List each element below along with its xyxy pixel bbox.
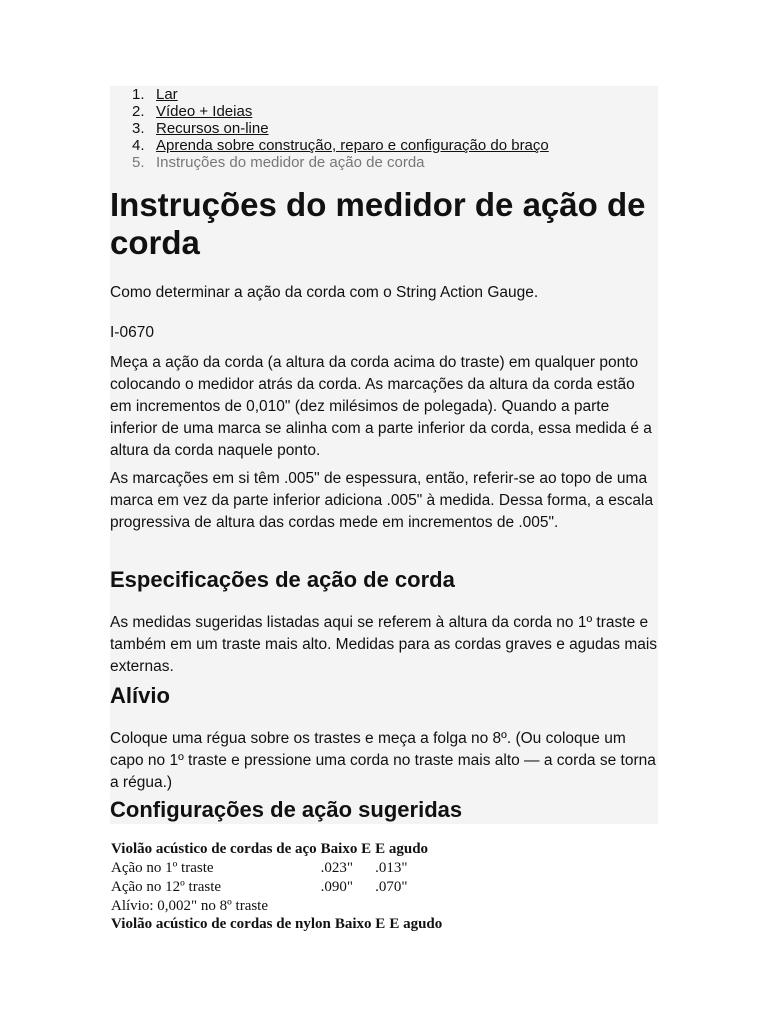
paragraph-measure: Meça a ação da corda (a altura da corda acima do traste) em qualquer ponto colocando o medidor atrás da corda. As marcações da altura da corda estão em incrementos de 0,010" (dez milésimos de polegada). Quando a parte inferior de uma marca se alinha com a parte inferior da corda, essa medida é a altura da corda naquele ponto.	[110, 354, 652, 459]
table-row	[109, 878, 430, 897]
breadcrumb-number: 1.	[132, 86, 145, 103]
paragraph-relief: Coloque uma régua sobre os trastes e meça a folga no 8º. (Ou coloque um capo no 1º traste e pressione uma corda no traste mais alto — a corda se torna a régua.)	[110, 730, 656, 791]
table-cell: Ação no 1º traste	[111, 860, 214, 876]
breadcrumb	[110, 86, 549, 171]
breadcrumb-link-home[interactable]: Lar	[156, 86, 178, 103]
table-cell: .070"	[375, 879, 408, 895]
table-header-cell: Violão acústico de cordas de aço	[111, 841, 317, 857]
article-subtitle: Como determinar a ação da corda com o String Action Gauge.	[110, 284, 539, 301]
table-cell-relief: Alívio: 0,002" no 8º traste	[111, 898, 269, 914]
table-header-cell: E agudo	[375, 841, 429, 857]
table-header-cell: Baixo E	[320, 841, 372, 857]
breadcrumb-item	[132, 120, 549, 137]
breadcrumb-current-label: Instruções do medidor de ação de corda	[156, 154, 425, 171]
breadcrumb-item-current	[132, 154, 549, 171]
table-header-row	[109, 840, 430, 859]
table-row	[109, 859, 430, 878]
table-row	[109, 897, 430, 916]
heading-settings: Configurações de ação sugeridas	[110, 797, 463, 822]
table-header-row	[109, 915, 444, 934]
paragraph-specs: As medidas sugeridas listadas aqui se referem à altura da corda no 1º traste e também em um traste mais alto. Medidas para as cordas graves e agudas mais externas.	[110, 614, 658, 675]
breadcrumb-number: 3.	[132, 120, 145, 137]
nylon-settings-table	[109, 915, 444, 934]
heading-relief: Alívio	[110, 683, 170, 708]
table-header-cell: Baixo E	[334, 916, 386, 932]
breadcrumb-item	[132, 103, 549, 120]
table-cell: Ação no 12º traste	[111, 879, 222, 895]
heading-specs: Especificações de ação de corda	[110, 567, 455, 592]
product-sku: I-0670	[110, 324, 154, 341]
table-cell: .023"	[320, 860, 354, 876]
breadcrumb-link-neck[interactable]: Aprenda sobre construção, reparo e configuração do braço	[156, 137, 549, 154]
table-header-cell: Violão acústico de cordas de nylon	[111, 916, 331, 932]
table-header-cell: E agudo	[389, 916, 443, 932]
breadcrumb-item	[132, 86, 549, 103]
breadcrumb-number: 4.	[132, 137, 145, 154]
breadcrumb-number: 5.	[132, 154, 145, 171]
table-cell: .090"	[320, 879, 354, 895]
paragraph-markings: As marcações em si têm .005" de espessura, então, referir-se ao topo de uma marca em vez da parte inferior adiciona .005" à medida. Dessa forma, a escala progressiva de altura das cordas mede em incrementos de .005".	[110, 470, 654, 531]
breadcrumb-link-resources[interactable]: Recursos on-line	[156, 120, 269, 137]
action-settings-table	[109, 840, 430, 916]
page-title: Instruções do medidor de ação de corda	[110, 186, 646, 261]
breadcrumb-number: 2.	[132, 103, 145, 120]
table-cell: .013"	[375, 860, 408, 876]
breadcrumb-item	[132, 137, 549, 154]
breadcrumb-link-video[interactable]: Vídeo + Ideias	[156, 103, 253, 120]
